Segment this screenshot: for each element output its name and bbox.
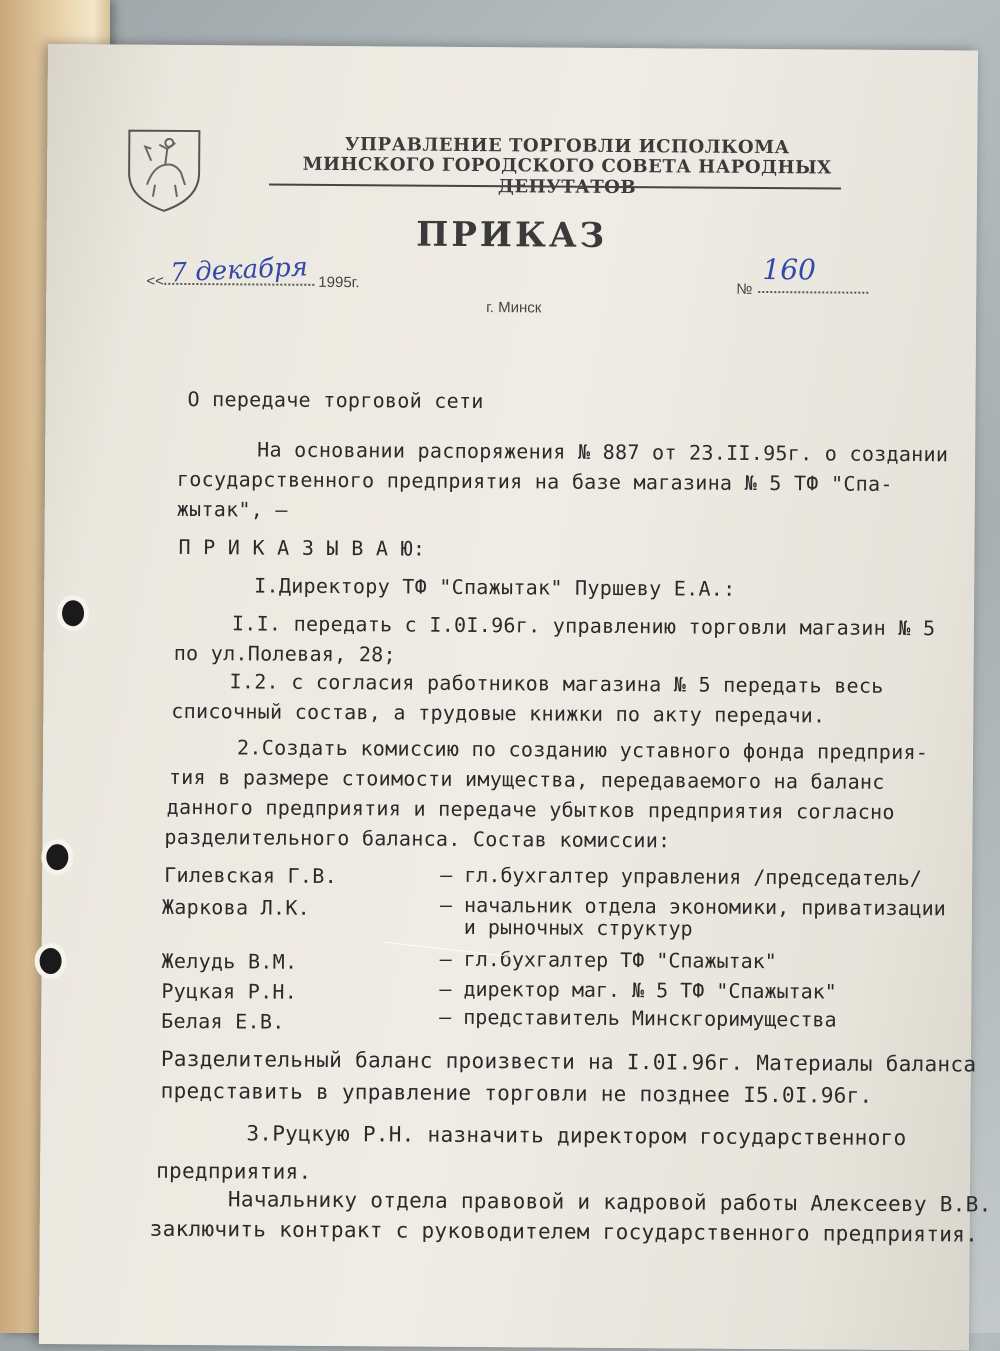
item1-2-line: I.2. с согласия работников магазина № 5 передать весь [229,669,884,698]
item3-line: предприятия. [156,1158,312,1184]
commission-member-role: – начальник отдела экономики, приватизации [439,892,946,921]
city: г. Минск [486,299,542,317]
commission-member-role: – директор маг. № 5 ТФ "Спажытак" [439,976,837,1004]
item1-line: I.Директору ТФ "Спажытак" Пуршеву Е.А.: [254,573,736,601]
item2-line: данного предприятия и передаче убытков предприятия согласно [166,794,895,824]
punch-hole [40,948,62,974]
item2-line: тия в размере стоимости имущества, передаваемого на баланс [168,764,885,794]
commission-member-role: – представитель Минскгоримущества [439,1004,837,1032]
commission-member-name: Жаркова Л.К. [161,894,311,920]
number-dotted-line [758,291,868,294]
commission-member-name: Желудь В.М. [161,948,298,974]
item1-1-line: I.I. передать с I.0I.96г. управлению торговли магазин № 5 [231,611,936,641]
commission-member-role-cont: и рыночных структур [463,914,693,941]
final-line: заключить контракт с руководителем государственного предприятия. [149,1216,979,1247]
item1-2-line: списочный состав, а трудовые книжки по акту передачи. [171,698,826,728]
punch-hole [46,844,68,870]
commission-member-name: Руцкая Р.Н. [161,978,298,1004]
item1-1-line: по ул.Полевая, 28; [173,640,396,667]
commission-member-role: – гл.бухгалтер ТФ "Спажытак" [439,946,777,974]
final-line: Начальнику отдела правовой и кадровой работы Алексееву В.В. [227,1187,992,1217]
intro-line: государственного предприятия на базе магазина № 5 ТФ "Спа- [176,466,893,496]
handwritten-number: 160 [762,252,817,287]
pahonia-crest-icon [125,127,204,214]
intro-line: На основании распоряжения № 887 от 23.II.95г. о создании [257,437,949,467]
commission-member-name: Белая Е.В. [161,1008,285,1034]
commission-member-role: – гл.бухгалтер управления /председатель/ [440,862,922,891]
org-name-line2: МИНСКОГО ГОРОДСКОГО СОВЕТА НАРОДНЫХ ДЕПУТАТОВ [302,153,832,199]
item2-line: 2.Создать комиссию по созданию уставного фонда предприя- [237,735,929,765]
item2-line: разделительного баланса. Состав комиссии: [164,824,671,853]
balance-line: Разделительный баланс произвести на I.0I.96г. Материалы баланса [160,1046,977,1077]
date-open-quote: << [146,272,164,290]
document-page [39,44,992,1350]
handwritten-date: 7 декабря [169,252,309,289]
date-year: 1995г. [318,273,360,292]
org-name-line1: УПРАВЛЕНИЕ ТОРГОВЛИ ИСПОЛКОМА [344,134,790,159]
balance-line: представить в управление торговли не позднее I5.0I.96г. [160,1078,873,1108]
number-label: № [736,280,753,298]
commission-member-name: Гилевская Г.В. [164,862,338,889]
order-word: П Р И К А З Ы В А Ю: [178,534,426,561]
document-title: ПРИКАЗ [416,214,608,256]
subject-line: О передаче торговой сети [187,386,484,414]
item3-line: 3.Руцкую Р.Н. назначить директором государственного [246,1121,907,1151]
punch-hole [62,600,84,626]
intro-line: жытак", – [176,496,288,522]
